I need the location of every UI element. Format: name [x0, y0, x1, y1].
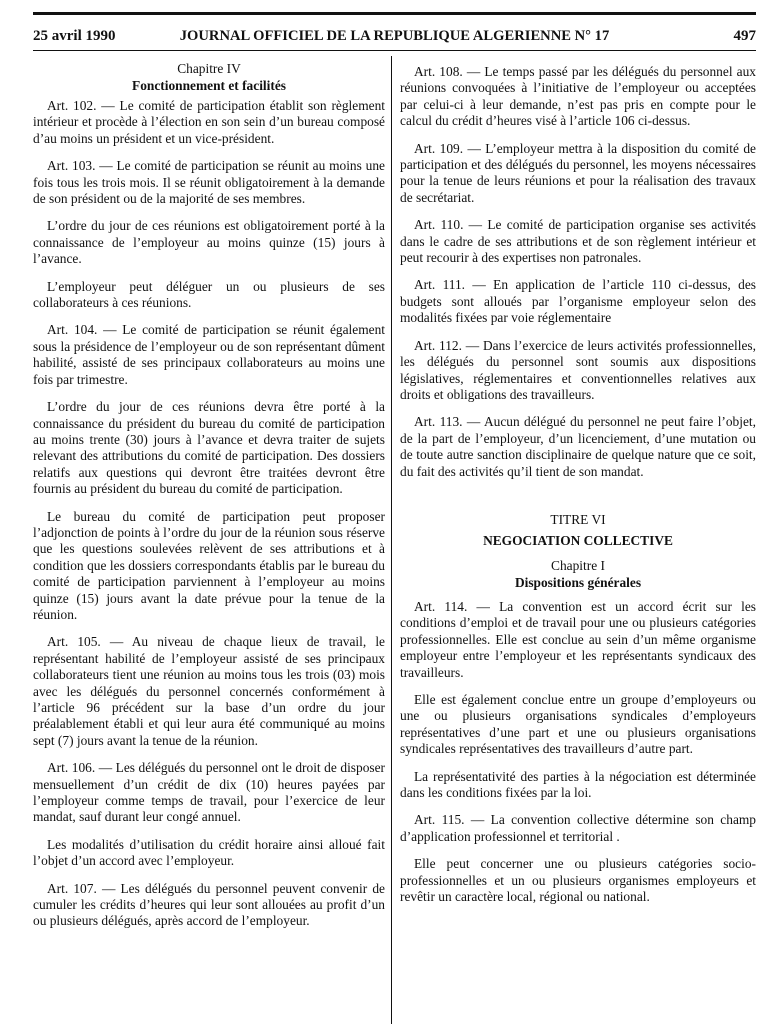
paragraph: Art. 108. — Le temps passé par les délégués du personnel aux réunions convoquées à l’initiative de l’employeur ou acceptées par celui-ci à leur demande, n’est pas pris en compte pour le calcul du crédit d’heures visé à l’article 106 ci-dessus. — [400, 64, 756, 129]
page-number: 497 — [733, 28, 756, 44]
paragraph: Le bureau du comité de participation peut proposer l’adjonction de points à l’ordre du jour de la réunion sous réserve que les questions soulevées relèvent de ses attributions et à condition que les dossiers correspondants établis par le bureau du comité de participation parviennent à l’employeur au moins quinze (15) jours avant la date prévue pour la tenue de la réunion. — [33, 508, 385, 622]
chapter-label: Chapitre IV — [177, 61, 241, 76]
paragraph: L’ordre du jour de ces réunions devra être porté à la connaissance du président du bureau du comité de participation au moins trente (30) jours à l’avance et devra traiter de sujets relevant des attributions du comité de participation. Des dossiers relatifs aux questions qui devront être traitées devront être fournis au président du bureau du comité de participation. — [33, 399, 385, 497]
top-rule — [33, 12, 756, 15]
paragraph: Elle est également conclue entre un groupe d’employeurs ou une ou plusieurs organisations syndicales d’employeurs représentatives d’une part et une ou plusieurs organisations syndicales représentatives des travailleurs d’autre part. — [400, 691, 756, 757]
paragraph: Art. 110. — Le comité de participation organise ses activités dans le cadre de ses attributions et de son règlement intérieur et peut recourir à des expertises non patronales. — [400, 217, 756, 266]
paragraph: Art. 113. — Aucun délégué du personnel ne peut faire l’objet, de la part de l’employeur, d’un licenciement, d’une mutation ou de toute autre sanction disciplinaire de quelque nature que ce soit, du fait des activités qu’il tient de son mandat. — [400, 414, 756, 479]
paragraph: Art. 114. — La convention est un accord écrit sur les conditions d’emploi et de travail pour une ou plusieurs catégories professionnelles. Elle est conclue au sein d’un même organisme employeur entre l’employeur et les représentants syndicaux des travailleurs. — [400, 598, 756, 680]
paragraph: Art. 115. — La convention collective détermine son champ d’application professionnel et territorial . — [400, 812, 756, 844]
paragraph: Art. 105. — Au niveau de chaque lieux de travail, le représentant habilité de l’employeur assisté de ses principaux collaborateurs tient une réunion au moins tous les trois (03) mois avec les délégués du personnel concernés conformément à l’article 96 précédent sur la base d’un ordre du jour préalablement établi et qui leur aura été communiqué au moins sept (7) jours avant la tenue de la réunion. — [33, 634, 385, 748]
journal-title: JOURNAL OFFICIEL DE LA REPUBLIQUE ALGERIENNE N° 17 — [179, 28, 610, 44]
header-rule — [33, 50, 756, 51]
chapter-label: Chapitre I — [551, 557, 605, 573]
paragraph: Art. 106. — Les délégués du personnel ont le droit de disposer mensuellement d’un crédit de dix (10) heures payées par l’employeur comme temps de travail, pour l’exercice de leur mandat, sauf durant leur congé annuel. — [33, 760, 385, 825]
paragraph: Art. 107. — Les délégués du personnel peuvent convenir de cumuler les crédits d’heures qui leur sont allouées au profit d’un ou plusieurs délégués, après accord de l’employeur. — [33, 880, 385, 929]
paragraph: L’ordre du jour de ces réunions est obligatoirement porté à la connaissance de l’employeur au moins quinze (15) jours à l’avance. — [33, 218, 385, 267]
paragraph: L’employeur peut déléguer un ou plusieurs de ses collaborateurs à ces réunions. — [33, 278, 385, 311]
paragraph: Elle peut concerner une ou plusieurs catégories socio-professionnelles et un ou plusieurs organismes employeurs et revêtir un caractère local, régional ou national. — [400, 856, 756, 905]
paragraph: La représentativité des parties à la négociation est déterminée dans les conditions fixées par la loi. — [400, 768, 756, 800]
titre-title: NEGOCIATION COLLECTIVE — [483, 532, 673, 548]
paragraph: Art. 109. — L’employeur mettra à la disposition du comité de participation et des délégués du personnel, les moyens nécessaires pour la tenue de leurs réunions et pour la réalisation des travaux de secrétariat. — [400, 140, 756, 205]
column-divider — [391, 56, 392, 1024]
paragraph: Art. 102. — Le comité de participation établit son règlement intérieur et procède à l’élection en son sein d’un bureau composé d’au moins un président et un vice-président. — [33, 98, 385, 146]
paragraph: Les modalités d’utilisation du crédit horaire ainsi alloué fait l’objet d’un accord avec l’employeur. — [33, 836, 385, 869]
paragraph: Art. 103. — Le comité de participation se réunit au moins une fois tous les trois mois. Il se réunit obligatoirement à la demande de son président ou de la majorité de ses membres. — [33, 158, 385, 207]
titre-label: TITRE VI — [550, 511, 606, 527]
paragraph: Art. 104. — Le comité de participation se réunit également sous la présidence de l’employeur ou de son représentant dûment habilité, assisté de ses principaux collaborateurs au moins une fois par trimestre. — [33, 322, 385, 387]
chapter-title: Fonctionnement et facilités — [132, 78, 286, 93]
right-column — [400, 64, 756, 905]
page-header — [33, 25, 756, 47]
issue-date: 25 avril 1990 — [33, 28, 116, 44]
paragraph: Art. 111. — En application de l’article 110 ci-dessus, des budgets sont alloués par l’organisme employeur selon des modalités fixées par voie réglementaire — [400, 277, 756, 326]
paragraph: Art. 112. — Dans l’exercice de leurs activités professionnelles, les délégués du personnel sont soumis aux dispositions législatives, réglementaires et conventionnelles relatives aux droits et obligations des travailleurs. — [400, 337, 756, 402]
left-column — [33, 60, 385, 930]
chapter-title: Dispositions générales — [514, 574, 642, 590]
